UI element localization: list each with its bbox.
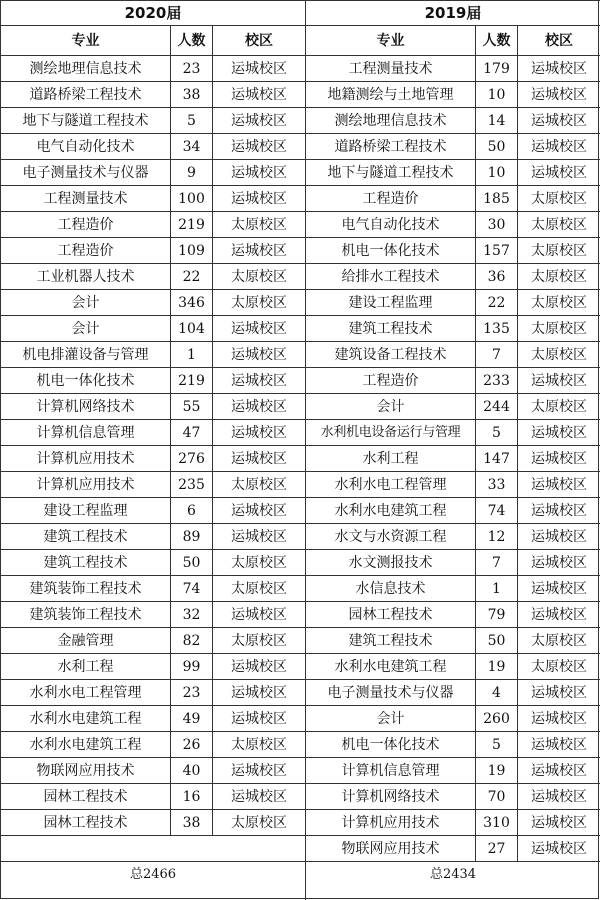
major-cell: 地下与隧道工程技术: [306, 160, 476, 186]
count-cell: 16: [171, 784, 213, 810]
table-row: [306, 264, 600, 290]
major-cell: 园林工程技术: [1, 784, 171, 810]
table-row: [1, 368, 306, 394]
major-cell: 金融管理: [1, 628, 171, 654]
campus-cell: 运城校区: [213, 524, 306, 550]
table-row: [306, 446, 600, 472]
major-cell: 会计: [306, 706, 476, 732]
count-cell: 233: [476, 368, 518, 394]
major-cell: 建筑工程技术: [1, 524, 171, 550]
count-cell: 244: [476, 394, 518, 420]
campus-cell: 运城校区: [213, 108, 306, 134]
table-row: [306, 706, 600, 732]
count-cell: 74: [476, 498, 518, 524]
major-cell: 建设工程监理: [306, 290, 476, 316]
table-row: [1, 82, 306, 108]
count-cell: 346: [171, 290, 213, 316]
major-cell: 道路桥梁工程技术: [1, 82, 171, 108]
campus-cell: 运城校区: [213, 498, 306, 524]
table-2019: [305, 0, 600, 887]
campus-cell: 运城校区: [518, 810, 600, 836]
campus-cell: 运城校区: [213, 446, 306, 472]
major-cell: 水利水电建筑工程: [306, 654, 476, 680]
count-cell: 82: [171, 628, 213, 654]
campus-cell: 运城校区: [518, 784, 600, 810]
major-cell: 建筑工程技术: [306, 316, 476, 342]
count-cell: 19: [476, 758, 518, 784]
table-row: [1, 342, 306, 368]
table-row: [306, 160, 600, 186]
campus-cell: 运城校区: [518, 134, 600, 160]
campus-cell: 太原校区: [518, 342, 600, 368]
table-row: [306, 654, 600, 680]
count-cell: 104: [171, 316, 213, 342]
count-cell: 50: [476, 134, 518, 160]
count-cell: 50: [171, 550, 213, 576]
major-cell: 会计: [306, 394, 476, 420]
campus-cell: 太原校区: [213, 472, 306, 498]
table-row: [1, 420, 306, 446]
campus-cell: 运城校区: [518, 160, 600, 186]
campus-cell: 运城校区: [213, 56, 306, 82]
campus-cell: 太原校区: [213, 732, 306, 758]
table-row: [1, 628, 306, 654]
count-cell: 5: [171, 108, 213, 134]
major-cell: 园林工程技术: [306, 602, 476, 628]
count-cell: 12: [476, 524, 518, 550]
campus-cell: 运城校区: [213, 758, 306, 784]
major-cell: 水文与水资源工程: [306, 524, 476, 550]
count-cell: 9: [171, 160, 213, 186]
major-cell: 计算机网络技术: [306, 784, 476, 810]
major-cell: 道路桥梁工程技术: [306, 134, 476, 160]
count-cell: 40: [171, 758, 213, 784]
header-major: 专业: [1, 26, 171, 56]
table-row: [306, 732, 600, 758]
campus-cell: 太原校区: [213, 264, 306, 290]
count-cell: 22: [171, 264, 213, 290]
table-row: [1, 524, 306, 550]
table-row: [1, 316, 306, 342]
count-cell: 23: [171, 680, 213, 706]
major-cell: 地籍测绘与土地管理: [306, 82, 476, 108]
campus-cell: 运城校区: [518, 498, 600, 524]
count-cell: 219: [171, 368, 213, 394]
major-cell: 工程测量技术: [306, 56, 476, 82]
campus-cell: 太原校区: [518, 394, 600, 420]
campus-cell: 太原校区: [518, 290, 600, 316]
major-cell: 水利水电工程管理: [1, 680, 171, 706]
header-campus: 校区: [213, 26, 306, 56]
table-row: [306, 212, 600, 238]
table-row: [306, 290, 600, 316]
major-cell: 水利水电建筑工程: [1, 706, 171, 732]
table-row: [306, 680, 600, 706]
campus-cell: 运城校区: [518, 836, 600, 862]
table-row: [306, 368, 600, 394]
major-cell: 计算机网络技术: [1, 394, 171, 420]
campus-cell: 运城校区: [213, 784, 306, 810]
major-cell: 会计: [1, 316, 171, 342]
campus-cell: 运城校区: [518, 56, 600, 82]
table-row: [306, 810, 600, 836]
count-cell: 219: [171, 212, 213, 238]
campus-cell: 运城校区: [213, 368, 306, 394]
count-cell: 10: [476, 160, 518, 186]
campus-cell: 太原校区: [213, 810, 306, 836]
count-cell: 32: [171, 602, 213, 628]
count-cell: 38: [171, 810, 213, 836]
table-row: [1, 550, 306, 576]
count-cell: 135: [476, 316, 518, 342]
header-count: 人数: [476, 26, 518, 56]
table-row: [1, 134, 306, 160]
major-cell: 工业机器人技术: [1, 264, 171, 290]
major-cell: 建筑工程技术: [1, 550, 171, 576]
total-row: [1, 862, 306, 888]
major-cell: 物联网应用技术: [1, 758, 171, 784]
count-cell: 74: [171, 576, 213, 602]
campus-cell: 运城校区: [518, 420, 600, 446]
campus-cell: 运城校区: [213, 134, 306, 160]
table-row: [306, 56, 600, 82]
empty-row: [1, 836, 306, 862]
table-row: [306, 108, 600, 134]
campus-cell: 运城校区: [213, 602, 306, 628]
major-cell: 建筑装饰工程技术: [1, 576, 171, 602]
campus-cell: 太原校区: [518, 654, 600, 680]
count-cell: 157: [476, 238, 518, 264]
major-cell: 水文测报技术: [306, 550, 476, 576]
count-cell: 260: [476, 706, 518, 732]
campus-cell: 运城校区: [213, 82, 306, 108]
campus-cell: 运城校区: [213, 706, 306, 732]
table-row: [1, 498, 306, 524]
campus-cell: 运城校区: [518, 758, 600, 784]
major-cell: 计算机应用技术: [306, 810, 476, 836]
major-cell: 计算机信息管理: [306, 758, 476, 784]
table-row: [1, 758, 306, 784]
major-cell: 地下与隧道工程技术: [1, 108, 171, 134]
major-cell: 工程造价: [306, 368, 476, 394]
table-row: [306, 342, 600, 368]
table-row: [306, 316, 600, 342]
major-cell: 水信息技术: [306, 576, 476, 602]
year-title-2020: 2020届: [1, 1, 306, 26]
major-cell: 电子测量技术与仪器: [1, 160, 171, 186]
campus-cell: 运城校区: [518, 108, 600, 134]
campus-cell: 运城校区: [213, 238, 306, 264]
table-row: [306, 628, 600, 654]
table-row: [1, 732, 306, 758]
count-cell: 310: [476, 810, 518, 836]
table-row: [1, 160, 306, 186]
campus-cell: 运城校区: [518, 602, 600, 628]
table-row: [1, 576, 306, 602]
count-cell: 55: [171, 394, 213, 420]
major-cell: 水利水电建筑工程: [1, 732, 171, 758]
count-cell: 47: [171, 420, 213, 446]
table-row: [1, 680, 306, 706]
count-cell: 4: [476, 680, 518, 706]
major-cell: 工程造价: [306, 186, 476, 212]
header-count: 人数: [171, 26, 213, 56]
count-cell: 36: [476, 264, 518, 290]
table-row: [1, 56, 306, 82]
table-row: [1, 446, 306, 472]
major-cell: 电子测量技术与仪器: [306, 680, 476, 706]
count-cell: 1: [171, 342, 213, 368]
table-row: [306, 602, 600, 628]
table-row: [306, 82, 600, 108]
campus-cell: 运城校区: [213, 186, 306, 212]
major-cell: 工程造价: [1, 238, 171, 264]
major-cell: 计算机应用技术: [1, 472, 171, 498]
campus-cell: 运城校区: [213, 160, 306, 186]
campus-cell: 运城校区: [518, 524, 600, 550]
major-cell: 建筑装饰工程技术: [1, 602, 171, 628]
table-row: [306, 498, 600, 524]
major-cell: 水利机电设备运行与管理: [306, 420, 476, 446]
campus-cell: 运城校区: [518, 368, 600, 394]
table-row: [306, 836, 600, 862]
table-row: [1, 602, 306, 628]
count-cell: 34: [171, 134, 213, 160]
count-cell: 23: [171, 56, 213, 82]
major-cell: 建筑设备工程技术: [306, 342, 476, 368]
header-major: 专业: [306, 26, 476, 56]
campus-cell: 太原校区: [213, 550, 306, 576]
major-cell: 会计: [1, 290, 171, 316]
year-title-2019: 2019届: [306, 1, 600, 26]
count-cell: 109: [171, 238, 213, 264]
count-cell: 19: [476, 654, 518, 680]
major-cell: 水利工程: [306, 446, 476, 472]
count-cell: 14: [476, 108, 518, 134]
table-row: [1, 186, 306, 212]
campus-cell: 运城校区: [213, 680, 306, 706]
table-row: [1, 108, 306, 134]
count-cell: 6: [171, 498, 213, 524]
major-cell: 机电一体化技术: [306, 238, 476, 264]
campus-cell: 太原校区: [518, 316, 600, 342]
major-cell: 给排水工程技术: [306, 264, 476, 290]
count-cell: 235: [171, 472, 213, 498]
table-row: [1, 290, 306, 316]
major-cell: 工程测量技术: [1, 186, 171, 212]
count-cell: 30: [476, 212, 518, 238]
count-cell: 49: [171, 706, 213, 732]
campus-cell: 太原校区: [213, 212, 306, 238]
campus-cell: 运城校区: [518, 680, 600, 706]
major-cell: 水利工程: [1, 654, 171, 680]
campus-cell: 运城校区: [518, 82, 600, 108]
campus-cell: 太原校区: [518, 212, 600, 238]
count-cell: 27: [476, 836, 518, 862]
count-cell: 10: [476, 82, 518, 108]
campus-cell: 太原校区: [518, 186, 600, 212]
campus-cell: 太原校区: [518, 238, 600, 264]
major-cell: 建设工程监理: [1, 498, 171, 524]
count-cell: 38: [171, 82, 213, 108]
table-row: [1, 784, 306, 810]
campus-cell: 太原校区: [518, 264, 600, 290]
count-cell: 100: [171, 186, 213, 212]
count-cell: 276: [171, 446, 213, 472]
major-cell: 电气自动化技术: [306, 212, 476, 238]
count-cell: 70: [476, 784, 518, 810]
table-row: [1, 472, 306, 498]
major-cell: 测绘地理信息技术: [1, 56, 171, 82]
campus-cell: 运城校区: [518, 706, 600, 732]
major-cell: 物联网应用技术: [306, 836, 476, 862]
count-cell: 79: [476, 602, 518, 628]
table-row: [306, 550, 600, 576]
table-row: [306, 134, 600, 160]
campus-cell: 运城校区: [518, 446, 600, 472]
table-row: [306, 238, 600, 264]
count-cell: 5: [476, 732, 518, 758]
table-row: [306, 524, 600, 550]
table-row: [306, 784, 600, 810]
major-cell: 计算机应用技术: [1, 446, 171, 472]
count-cell: 5: [476, 420, 518, 446]
major-cell: 机电排灌设备与管理: [1, 342, 171, 368]
table-row: [306, 186, 600, 212]
table-row: [1, 394, 306, 420]
campus-cell: 运城校区: [518, 732, 600, 758]
table-row: [306, 420, 600, 446]
major-cell: 机电一体化技术: [1, 368, 171, 394]
major-cell: 测绘地理信息技术: [306, 108, 476, 134]
campus-cell: 太原校区: [213, 576, 306, 602]
header-campus: 校区: [518, 26, 600, 56]
campus-cell: 运城校区: [213, 654, 306, 680]
count-cell: 7: [476, 342, 518, 368]
table-row: [1, 810, 306, 836]
total-row: [306, 862, 600, 888]
campus-cell: 运城校区: [213, 316, 306, 342]
campus-cell: 运城校区: [518, 576, 600, 602]
count-cell: 22: [476, 290, 518, 316]
count-cell: 147: [476, 446, 518, 472]
count-cell: 99: [171, 654, 213, 680]
campus-cell: 太原校区: [213, 628, 306, 654]
major-cell: 计算机信息管理: [1, 420, 171, 446]
major-cell: 水利水电工程管理: [306, 472, 476, 498]
campus-cell: 太原校区: [518, 628, 600, 654]
empty-cell: [1, 836, 306, 862]
major-cell: 园林工程技术: [1, 810, 171, 836]
count-cell: 179: [476, 56, 518, 82]
count-cell: 26: [171, 732, 213, 758]
campus-cell: 运城校区: [518, 472, 600, 498]
total-label: 总2466: [129, 866, 177, 882]
total-label: 总2434: [429, 866, 477, 882]
major-cell: 电气自动化技术: [1, 134, 171, 160]
campus-cell: 太原校区: [213, 290, 306, 316]
count-cell: 7: [476, 550, 518, 576]
campus-cell: 运城校区: [518, 550, 600, 576]
count-cell: 1: [476, 576, 518, 602]
campus-cell: 运城校区: [213, 342, 306, 368]
campus-cell: 运城校区: [213, 420, 306, 446]
count-cell: 185: [476, 186, 518, 212]
table-row: [1, 238, 306, 264]
table-row: [306, 472, 600, 498]
table-row: [306, 576, 600, 602]
table-row: [306, 758, 600, 784]
major-cell: 工程造价: [1, 212, 171, 238]
count-cell: 33: [476, 472, 518, 498]
count-cell: 89: [171, 524, 213, 550]
table-row: [1, 654, 306, 680]
campus-cell: 运城校区: [213, 394, 306, 420]
major-cell: 建筑工程技术: [306, 628, 476, 654]
count-cell: 50: [476, 628, 518, 654]
table-row: [1, 212, 306, 238]
table-row: [1, 264, 306, 290]
table-row: [1, 706, 306, 732]
major-cell: 机电一体化技术: [306, 732, 476, 758]
table-row: [306, 394, 600, 420]
major-cell: 水利水电建筑工程: [306, 498, 476, 524]
